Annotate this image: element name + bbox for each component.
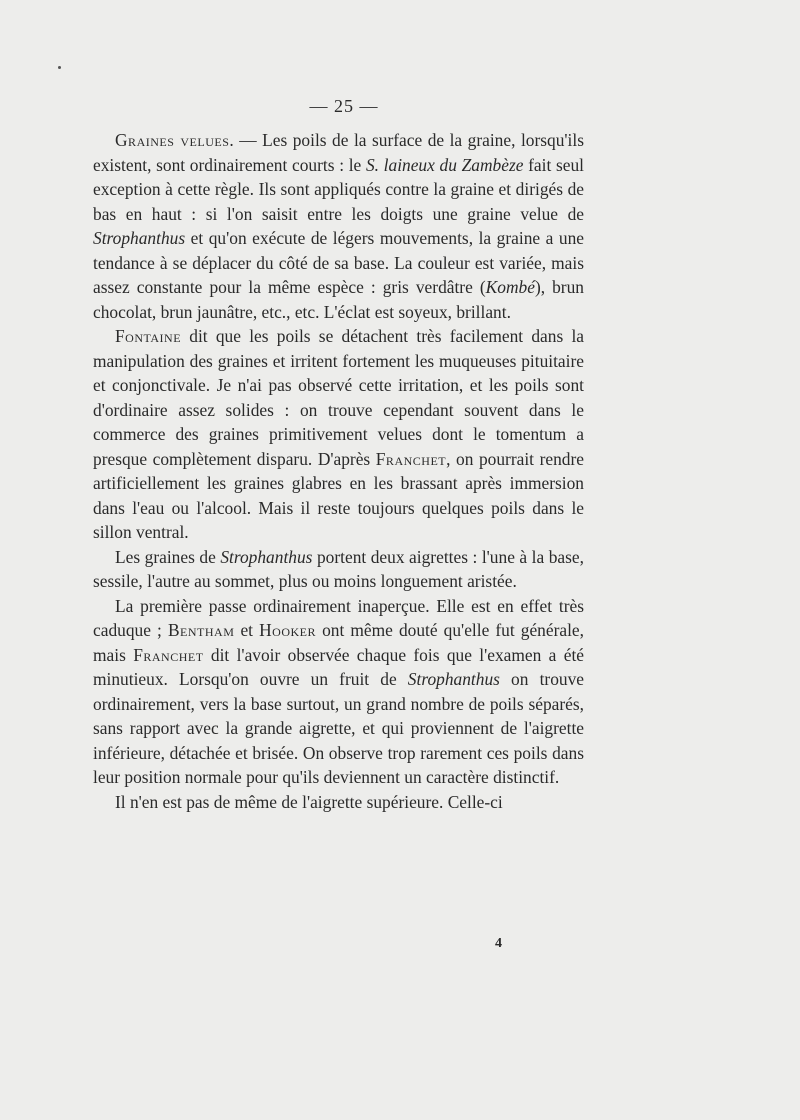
small-caps-name: Bentham — [167, 620, 235, 640]
text-run: on trouve ordinairement, vers la base surtout, un grand nombre de poils séparés, sans rapport avec la grande aigrette, et qui proviennent de l'aigrette inférieure, détachée et brisée. On observe trop rarement ces poils dans leur position normale pour qu'ils deviennent un caractère distinctif. — [93, 669, 585, 787]
small-caps-name: Hooker — [259, 620, 316, 640]
italic-text: Strophanthus — [220, 546, 313, 567]
text-run: ), brun chocolat, brun jaunâtre, etc., etc. L'éclat est soyeux, brillant. — [93, 277, 584, 322]
text-run: ont même douté qu'elle fut générale, mais — [93, 620, 585, 665]
text-run: La première passe ordinairement inaperçue. Elle est en effet très caduque ; — [93, 595, 584, 640]
italic-text: Kombé — [485, 277, 535, 297]
paragraph — [93, 545, 584, 594]
small-caps-name: Franchet — [133, 644, 204, 665]
italic-text: Strophanthus — [407, 669, 500, 689]
text-run: Les graines de — [115, 546, 221, 567]
paragraph — [93, 594, 584, 790]
small-caps-name: Fontaine — [115, 326, 182, 346]
paragraph — [93, 790, 584, 815]
text-run: Il n'en est pas de même de l'aigrette supérieure. Celle-ci — [115, 791, 503, 812]
signature-mark: 4 — [495, 936, 502, 951]
small-caps-name: Franchet — [375, 448, 447, 469]
text-run: dit que les poils se détachent très facilement dans la manipulation des graines et irritent fortement les muqueuses pituitaire et conjonctivale. Je n'ai pas observé cette irritation, et les poils sont d'ordinaire assez solides : on trouve cependant souvent dans le commerce des graines primitivement velues dont le tomentum a presque complètement disparu. D'après — [93, 326, 584, 469]
italic-text: Strophanthus — [93, 228, 186, 248]
small-caps-name: Graines velues — [115, 130, 230, 150]
text-run: portent deux aigrettes : l'une à la base, sessile, l'autre au sommet, plus ou moins longuement aristée. — [93, 546, 584, 591]
text-run: . — Les poils de la surface de la graine, lorsqu'ils existent, sont ordinairement courts : le — [93, 130, 584, 175]
ink-speck — [58, 66, 61, 69]
text-run: , on pourrait rendre artificiellement les graines glabres en les brassant après immersion dans l'eau ou l'alcool. Mais il reste toujours quelques poils dans le sillon ventral. — [93, 448, 584, 542]
italic-text: S. laineux du Zambèze — [365, 154, 524, 175]
text-run: et qu'on exécute de légers mouvements, la graine a une tendance à se déplacer du côté de sa base. La couleur est variée, mais assez constante pour la même espèce : gris verdâtre ( — [93, 228, 584, 297]
paragraph — [93, 128, 584, 324]
text-run: dit l'avoir observée chaque fois que l'examen a été minutieux. Lorsqu'on ouvre un fruit de — [93, 644, 584, 689]
paragraph — [93, 324, 584, 545]
page-number: — 25 — — [309, 96, 379, 116]
body-text — [93, 128, 584, 814]
text-run: fait seul exception à cette règle. Ils sont appliqués contre la graine et dirigés de bas en haut : si l'on saisit entre les doigts une graine velue de — [93, 154, 584, 224]
text-run: et — [234, 620, 260, 640]
